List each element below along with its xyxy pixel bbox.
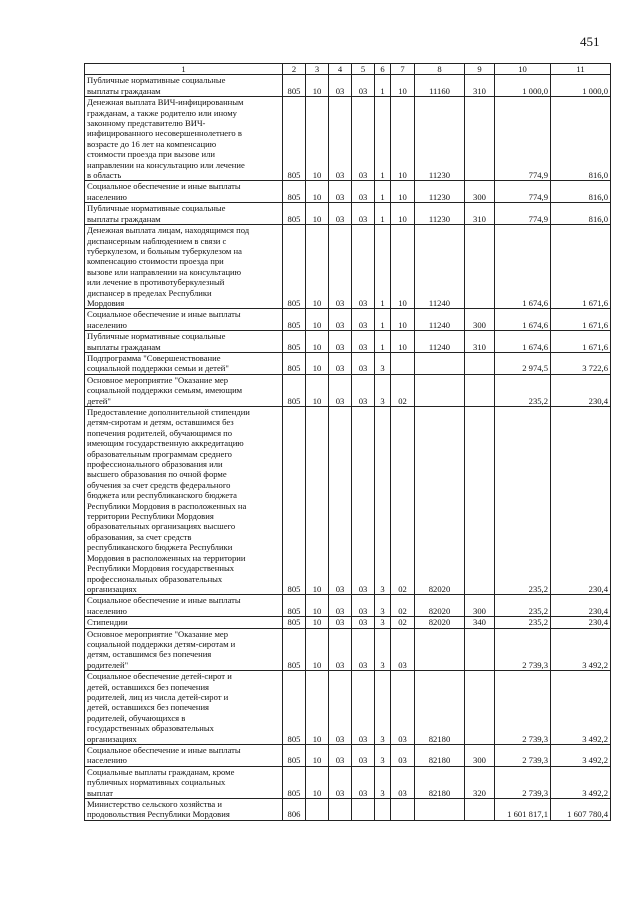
code-cell: 10 [306,766,329,798]
row-name-text: Денежная выплата лицам, находящимся под диспансерным наблюдением в связи с туберкулезом, и больным туберкулезом на компенсацию стоимости проезда при вызове или направлении на консультацию или лечение в противотуберкулезный диспансер в пределах Республики Мордовия [87,225,250,308]
table-row [85,617,611,628]
code-cell: 03 [352,75,375,97]
code-cell: 1 [375,97,391,181]
code-cell: 805 [283,745,306,767]
code-cell: 03 [329,745,352,767]
code-cell: 82020 [415,617,465,628]
code-cell: 300 [465,745,495,767]
amount-cell: 2 739,3 [495,671,551,745]
amount-cell: 774,9 [495,181,551,203]
amount-cell: 235,2 [495,407,551,595]
code-cell: 10 [306,595,329,617]
amount-cell: 1 000,0 [495,75,551,97]
row-name-text: Социальные выплаты гражданам, кроме публичных нормативных социальных выплат [87,766,235,798]
code-cell: 03 [352,595,375,617]
code-cell: 82020 [415,407,465,595]
code-cell: 03 [329,352,352,374]
code-cell: 805 [283,97,306,181]
code-cell: 10 [391,331,415,353]
code-cell: 1 [375,225,391,309]
code-cell: 82020 [415,595,465,617]
code-cell [329,799,352,821]
table-body [85,64,611,821]
row-name-cell [85,766,283,798]
row-name-cell [85,97,283,181]
code-cell [352,799,375,821]
code-cell: 03 [329,374,352,406]
code-cell: 10 [391,225,415,309]
row-name-text: Социальное обеспечение и иные выплаты населению [87,309,241,330]
amount-cell: 230,4 [551,374,611,406]
row-name-cell [85,595,283,617]
code-cell: 805 [283,617,306,628]
header-cell: 5 [352,64,375,75]
code-cell: 1 [375,75,391,97]
code-cell: 03 [329,203,352,225]
code-cell: 10 [306,374,329,406]
code-cell: 10 [306,671,329,745]
amount-cell: 3 492,2 [551,766,611,798]
table-row [85,766,611,798]
amount-cell: 774,9 [495,203,551,225]
code-cell [415,628,465,671]
amount-cell: 230,4 [551,407,611,595]
header-cell: 3 [306,64,329,75]
code-cell [465,799,495,821]
code-cell: 3 [375,407,391,595]
code-cell: 805 [283,203,306,225]
code-cell: 10 [306,352,329,374]
amount-cell: 1 601 817,1 [495,799,551,821]
row-name-text: Социальное обеспечение и иные выплаты населению [87,181,241,202]
page-number: 451 [580,34,600,49]
row-name-cell [85,799,283,821]
code-cell: 805 [283,181,306,203]
code-cell: 10 [306,97,329,181]
table-row [85,225,611,309]
code-cell [465,225,495,309]
code-cell: 10 [306,745,329,767]
amount-cell: 774,9 [495,97,551,181]
code-cell: 03 [352,617,375,628]
amount-cell: 2 739,3 [495,628,551,671]
code-cell: 3 [375,617,391,628]
code-cell: 10 [391,309,415,331]
code-cell: 03 [329,181,352,203]
code-cell: 3 [375,766,391,798]
code-cell: 03 [352,352,375,374]
code-cell: 805 [283,595,306,617]
row-name-text: Социальное обеспечение детей-сирот и детей, оставшихся без попечения родителей, лиц из числа детей-сирот и детей, оставшихся без попечения родителей, обучающихся в государственных образовательных организациях [87,671,232,744]
header-cell: 1 [85,64,283,75]
amount-cell: 3 492,2 [551,628,611,671]
code-cell [306,799,329,821]
amount-cell: 1 674,6 [495,309,551,331]
table-row [85,331,611,353]
code-cell: 3 [375,374,391,406]
code-cell: 03 [329,75,352,97]
row-name-cell [85,309,283,331]
code-cell: 03 [352,331,375,353]
table-row [85,374,611,406]
code-cell: 3 [375,352,391,374]
table-row [85,745,611,767]
table-row [85,352,611,374]
amount-cell: 816,0 [551,203,611,225]
code-cell: 11230 [415,181,465,203]
amount-cell: 230,4 [551,617,611,628]
code-cell [415,374,465,406]
code-cell [465,352,495,374]
table-row [85,181,611,203]
amount-cell: 2 974,5 [495,352,551,374]
row-name-text: Публичные нормативные социальные выплаты гражданам [87,331,226,352]
row-name-cell [85,352,283,374]
header-cell: 8 [415,64,465,75]
code-cell: 10 [306,331,329,353]
code-cell: 02 [391,617,415,628]
code-cell: 03 [329,309,352,331]
row-name-text: Публичные нормативные социальные выплаты гражданам [87,203,226,224]
code-cell: 1 [375,203,391,225]
code-cell: 806 [283,799,306,821]
code-cell: 10 [306,203,329,225]
code-cell: 3 [375,595,391,617]
amount-cell: 235,2 [495,595,551,617]
code-cell: 11230 [415,97,465,181]
code-cell: 03 [329,628,352,671]
row-name-cell [85,407,283,595]
code-cell: 82180 [415,671,465,745]
code-cell: 82180 [415,745,465,767]
row-name-cell [85,181,283,203]
code-cell: 300 [465,595,495,617]
code-cell: 03 [352,628,375,671]
code-cell: 02 [391,595,415,617]
row-name-cell [85,374,283,406]
code-cell: 03 [329,97,352,181]
row-name-cell [85,617,283,628]
code-cell: 03 [352,97,375,181]
code-cell: 03 [352,766,375,798]
code-cell: 10 [306,309,329,331]
row-name-text: Основное мероприятие "Оказание мер социальной поддержки семьям, имеющим детей" [87,374,243,406]
code-cell: 805 [283,766,306,798]
code-cell: 10 [306,628,329,671]
code-cell: 03 [352,181,375,203]
amount-cell: 1 674,6 [495,331,551,353]
code-cell: 300 [465,309,495,331]
code-cell [415,799,465,821]
code-cell: 02 [391,374,415,406]
code-cell [465,97,495,181]
row-name-cell [85,745,283,767]
code-cell: 11230 [415,203,465,225]
code-cell: 10 [391,75,415,97]
table-row [85,799,611,821]
code-cell: 03 [329,331,352,353]
code-cell: 03 [352,225,375,309]
amount-cell: 3 492,2 [551,671,611,745]
amount-cell: 1 000,0 [551,75,611,97]
amount-cell: 1 607 780,4 [551,799,611,821]
code-cell: 03 [329,595,352,617]
code-cell: 03 [352,374,375,406]
header-cell: 2 [283,64,306,75]
code-cell: 805 [283,628,306,671]
row-name-text: Стипендии [87,617,128,628]
amount-cell: 235,2 [495,374,551,406]
header-cell: 11 [551,64,611,75]
table-row [85,628,611,671]
code-cell [375,799,391,821]
code-cell: 310 [465,331,495,353]
code-cell: 10 [306,225,329,309]
table-header-row [85,64,611,75]
code-cell: 805 [283,309,306,331]
code-cell: 82180 [415,766,465,798]
amount-cell: 3 492,2 [551,745,611,767]
code-cell: 11240 [415,331,465,353]
code-cell: 310 [465,203,495,225]
code-cell: 10 [306,617,329,628]
code-cell: 10 [391,97,415,181]
code-cell [465,407,495,595]
code-cell: 10 [391,181,415,203]
code-cell: 11160 [415,75,465,97]
header-cell: 4 [329,64,352,75]
code-cell: 03 [391,766,415,798]
code-cell: 03 [329,225,352,309]
code-cell: 3 [375,671,391,745]
amount-cell: 1 674,6 [495,225,551,309]
code-cell: 10 [306,75,329,97]
amount-cell: 816,0 [551,97,611,181]
code-cell: 805 [283,331,306,353]
code-cell: 310 [465,75,495,97]
row-name-text: Министерство сельского хозяйства и продовольствия Республики Мордовия [87,799,230,820]
code-cell: 03 [352,407,375,595]
code-cell [465,374,495,406]
code-cell: 1 [375,331,391,353]
table-row [85,407,611,595]
budget-table [84,63,611,821]
table-row [85,671,611,745]
amount-cell: 816,0 [551,181,611,203]
row-name-text: Социальное обеспечение и иные выплаты населению [87,595,241,616]
code-cell: 03 [329,407,352,595]
code-cell: 805 [283,225,306,309]
header-cell: 10 [495,64,551,75]
header-cell: 9 [465,64,495,75]
code-cell: 11240 [415,225,465,309]
table-row [85,97,611,181]
code-cell: 10 [306,181,329,203]
amount-cell: 230,4 [551,595,611,617]
header-cell: 7 [391,64,415,75]
code-cell: 805 [283,352,306,374]
code-cell: 320 [465,766,495,798]
amount-cell: 1 671,6 [551,225,611,309]
code-cell: 300 [465,181,495,203]
table-row [85,595,611,617]
amount-cell: 3 722,6 [551,352,611,374]
code-cell: 03 [391,628,415,671]
row-name-text: Предоставление дополнительной стипендии детям-сиротам и детям, оставшимся без попечения родителей, обучающимся по имеющим государственную аккредитацию образовательным программам среднего профессионального образования или высшего образования по очной форме обучения за счет средств федерального бюджета или республиканского бюджета Республики Мордовия в расположенных на территории Республики Мордовия образовательных организациях высшего образования, за счет средств республиканского бюджета Республики Мордовия в расположенных на территории Республики Мордовия государственных профессиональных образовательных организациях [87,407,250,594]
amount-cell: 2 739,3 [495,745,551,767]
amount-cell: 2 739,3 [495,766,551,798]
table-row [85,203,611,225]
code-cell: 10 [391,203,415,225]
code-cell: 03 [391,745,415,767]
code-cell [465,628,495,671]
code-cell [391,352,415,374]
code-cell: 03 [329,617,352,628]
code-cell: 03 [352,745,375,767]
row-name-text: Социальное обеспечение и иные выплаты населению [87,745,241,766]
row-name-cell [85,203,283,225]
header-cell: 6 [375,64,391,75]
amount-cell: 1 671,6 [551,309,611,331]
code-cell: 03 [352,309,375,331]
row-name-text: Основное мероприятие "Оказание мер социальной поддержки детям-сиротам и детям, оставшимся без попечения родителей" [87,628,236,670]
code-cell: 03 [329,766,352,798]
code-cell: 11240 [415,309,465,331]
code-cell: 03 [329,671,352,745]
row-name-text: Подпрограмма "Совершенствование социальной поддержки семьи и детей" [87,352,229,374]
code-cell: 02 [391,407,415,595]
code-cell: 03 [352,671,375,745]
code-cell: 1 [375,309,391,331]
code-cell: 340 [465,617,495,628]
row-name-cell [85,331,283,353]
code-cell: 805 [283,374,306,406]
code-cell [391,799,415,821]
code-cell: 805 [283,671,306,745]
amount-cell: 1 671,6 [551,331,611,353]
code-cell: 3 [375,628,391,671]
code-cell: 805 [283,75,306,97]
row-name-cell [85,75,283,97]
amount-cell: 235,2 [495,617,551,628]
code-cell [465,671,495,745]
code-cell [415,352,465,374]
row-name-cell [85,628,283,671]
row-name-cell [85,225,283,309]
code-cell: 10 [306,407,329,595]
code-cell: 03 [352,203,375,225]
table-row [85,309,611,331]
row-name-text: Денежная выплата ВИЧ-инфицированным гражданам, а также родителю или иному законному представителю ВИЧ- инфицированного несовершеннолетнего в возрасте до 16 лет на компенсацию стоимости проезда при вызове или направлении на консультацию или лечение в область [87,97,245,181]
code-cell: 1 [375,181,391,203]
row-name-text: Публичные нормативные социальные выплаты гражданам [87,75,226,96]
code-cell: 3 [375,745,391,767]
table-row [85,75,611,97]
code-cell: 03 [391,671,415,745]
code-cell: 805 [283,407,306,595]
row-name-cell [85,671,283,745]
